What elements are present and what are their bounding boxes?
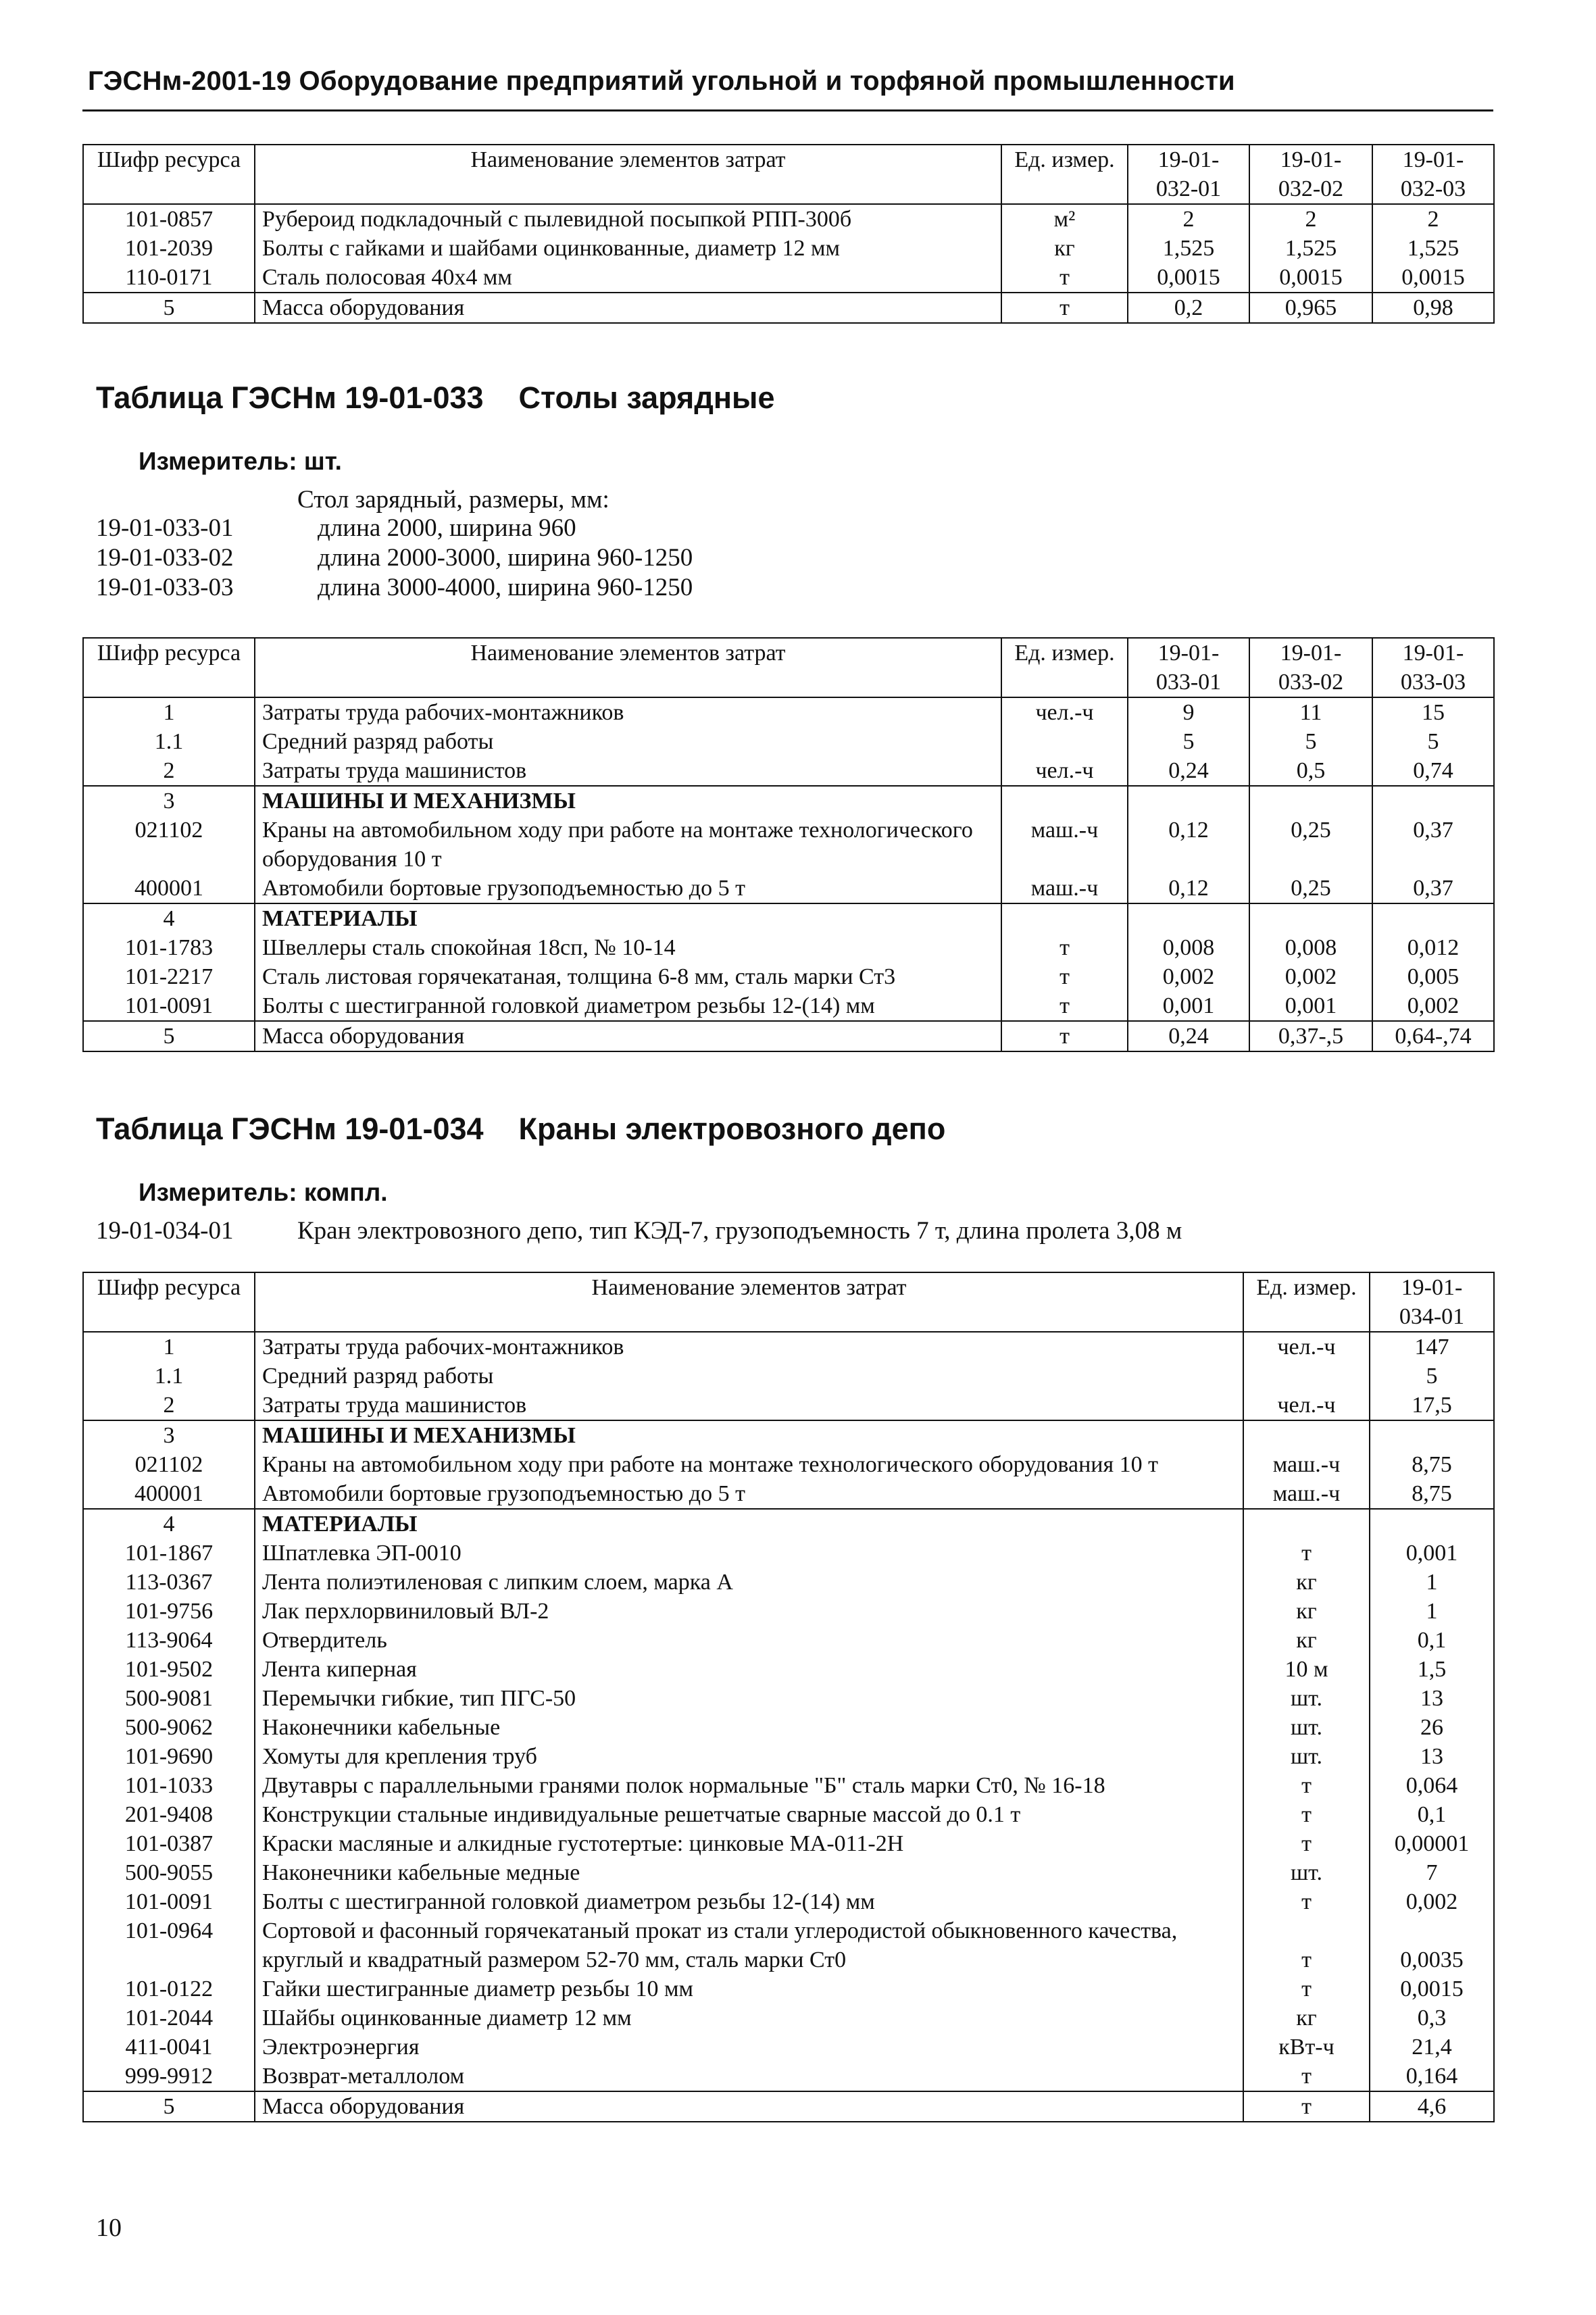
norm-value: 0,64-,74 xyxy=(1372,1021,1494,1051)
unit: шт. xyxy=(1243,1858,1370,1887)
norm-value: 0,0015 xyxy=(1249,263,1372,293)
norm-value xyxy=(1249,786,1372,816)
cost-item-name: Швеллеры сталь спокойная 18сп, № 10-14 xyxy=(255,933,1001,962)
unit: т xyxy=(1001,293,1128,323)
unit: чел.-ч xyxy=(1243,1391,1370,1420)
col-header-norm: 19-01- 034-01 xyxy=(1370,1272,1494,1332)
cost-item-name: Болты с шестигранной головкой диаметром резьбы 12-(14) мм xyxy=(255,991,1001,1021)
unit: т xyxy=(1243,1974,1370,2003)
norm-value: 0,965 xyxy=(1249,293,1372,323)
table-row xyxy=(83,1626,1494,1655)
cost-item-name: Лента полиэтиленовая с липким слоем, марка А xyxy=(255,1568,1243,1597)
norm-value: 5 xyxy=(1128,727,1249,756)
norm-value: 0,98 xyxy=(1372,293,1494,323)
variant-code: 19-01-033-01 xyxy=(96,514,234,542)
table-title-name: Столы зарядные xyxy=(518,380,775,415)
norm-value: 0,12 xyxy=(1128,874,1249,903)
variant-text: длина 2000, ширина 960 xyxy=(318,514,576,542)
norm-value: 0,008 xyxy=(1249,933,1372,962)
norm-value: 0,0015 xyxy=(1370,1974,1494,2003)
norm-value: 0,0035 xyxy=(1370,1916,1494,1974)
norm-value: 4,6 xyxy=(1370,2091,1494,2122)
table-row xyxy=(83,1597,1494,1626)
table-row xyxy=(83,1332,1494,1362)
table-row xyxy=(83,204,1494,234)
resource-code: 1.1 xyxy=(83,727,255,756)
norm-value: 1,5 xyxy=(1370,1655,1494,1684)
unit: т xyxy=(1243,1771,1370,1800)
norm-value: 0,24 xyxy=(1128,756,1249,786)
section-heading: МАШИНЫ И МЕХАНИЗМЫ xyxy=(255,1420,1243,1450)
table-row xyxy=(83,1800,1494,1829)
unit: маш.-ч xyxy=(1001,816,1128,874)
table-row xyxy=(83,2062,1494,2091)
cost-item-name: Рубероид подкладочный с пылевидной посыпкой РПП-300б xyxy=(255,204,1001,234)
resource-code: 101-1783 xyxy=(83,933,255,962)
col-header-norm: 19-01- 033-02 xyxy=(1249,638,1372,697)
norm-value: 0,12 xyxy=(1128,816,1249,874)
resource-code: 101-9756 xyxy=(83,1597,255,1626)
resource-code: 101-2044 xyxy=(83,2003,255,2033)
table-title-name: Краны электровозного депо xyxy=(518,1112,946,1146)
unit: 10 м xyxy=(1243,1655,1370,1684)
cost-item-name: Краны на автомобильном ходу при работе на монтаже технологического оборудования 10 т xyxy=(255,1450,1243,1479)
table-title-code: Таблица ГЭСНм 19-01-034 xyxy=(96,1112,484,1146)
resource-code: 101-0122 xyxy=(83,1974,255,2003)
resource-code: 500-9055 xyxy=(83,1858,255,1887)
norm-value: 0,1 xyxy=(1370,1626,1494,1655)
unit: кг xyxy=(1243,1626,1370,1655)
norm-value: 0,0015 xyxy=(1372,263,1494,293)
unit: т xyxy=(1001,933,1128,962)
resource-code: 5 xyxy=(83,293,255,323)
table-row xyxy=(83,727,1494,756)
resource-code: 411-0041 xyxy=(83,2033,255,2062)
unit: т xyxy=(1243,1829,1370,1858)
cost-item-name: Лак перхлорвиниловый ВЛ-2 xyxy=(255,1597,1243,1626)
table-row-section xyxy=(83,1420,1494,1450)
norm-value: 147 xyxy=(1370,1332,1494,1362)
norm-value: 0,0015 xyxy=(1128,263,1249,293)
cost-item-name: Автомобили бортовые грузоподъемностью до 5 т xyxy=(255,874,1001,903)
resource-code: 113-9064 xyxy=(83,1626,255,1655)
variants-intro: Стол зарядный, размеры, мм: xyxy=(297,486,609,514)
norm-value: 0,25 xyxy=(1249,816,1372,874)
resource-code: 101-0964 xyxy=(83,1916,255,1974)
col-header-norm: 19-01- 033-03 xyxy=(1372,638,1494,697)
resource-code: 4 xyxy=(83,1509,255,1539)
table-title-code: Таблица ГЭСНм 19-01-033 xyxy=(96,380,484,415)
resource-code: 3 xyxy=(83,786,255,816)
table-row xyxy=(83,933,1494,962)
table-row xyxy=(83,2003,1494,2033)
norm-value: 0,001 xyxy=(1370,1539,1494,1568)
norm-value: 0,064 xyxy=(1370,1771,1494,1800)
norm-value: 26 xyxy=(1370,1713,1494,1742)
resource-code: 101-1033 xyxy=(83,1771,255,1800)
col-header-norm: 19-01- 033-01 xyxy=(1128,638,1249,697)
unit: т xyxy=(1243,1800,1370,1829)
table-row xyxy=(83,874,1494,903)
norm-value: 9 xyxy=(1128,697,1249,727)
variant-code: 19-01-033-02 xyxy=(96,544,234,572)
norm-value: 8,75 xyxy=(1370,1450,1494,1479)
norm-value: 8,75 xyxy=(1370,1479,1494,1509)
unit xyxy=(1001,903,1128,933)
col-header-name: Наименование элементов затрат xyxy=(255,638,1001,697)
table-row xyxy=(83,1684,1494,1713)
norm-value: 5 xyxy=(1249,727,1372,756)
unit: чел.-ч xyxy=(1001,756,1128,786)
resource-code: 201-9408 xyxy=(83,1800,255,1829)
resource-code: 2 xyxy=(83,1391,255,1420)
cost-item-name: Масса оборудования xyxy=(255,293,1001,323)
unit: т xyxy=(1243,2091,1370,2122)
norm-value: 0,25 xyxy=(1249,874,1372,903)
norm-value xyxy=(1372,903,1494,933)
variant-code: 19-01-033-03 xyxy=(96,574,234,601)
cost-item-name: Сталь листовая горячекатаная, толщина 6-8 мм, сталь марки Ст3 xyxy=(255,962,1001,991)
unit: м² xyxy=(1001,204,1128,234)
norm-value xyxy=(1249,903,1372,933)
table-row xyxy=(83,1742,1494,1771)
section-heading: МАТЕРИАЛЫ xyxy=(255,1509,1243,1539)
unit xyxy=(1243,1420,1370,1450)
resource-code: 5 xyxy=(83,1021,255,1051)
norm-value: 0,012 xyxy=(1372,933,1494,962)
norm-value: 5 xyxy=(1372,727,1494,756)
unit: шт. xyxy=(1243,1742,1370,1771)
norm-value: 13 xyxy=(1370,1684,1494,1713)
cost-item-name: Краны на автомобильном ходу при работе на монтаже технологического оборудования 10 т xyxy=(255,816,1001,874)
resource-code: 5 xyxy=(83,2091,255,2122)
variant-text: Кран электровозного депо, тип КЭД-7, грузоподъемность 7 т, длина пролета 3,08 м xyxy=(297,1217,1182,1245)
cost-item-name: Шпатлевка ЭП-0010 xyxy=(255,1539,1243,1568)
norm-value: 1,525 xyxy=(1249,234,1372,263)
unit: кг xyxy=(1243,2003,1370,2033)
cost-item-name: Шайбы оцинкованные диаметр 12 мм xyxy=(255,2003,1243,2033)
running-header: ГЭСНм-2001-19 Оборудование предприятий угольной и торфяной промышленности xyxy=(88,66,1235,96)
col-header-unit: Ед. измер. xyxy=(1001,638,1128,697)
resource-code: 1 xyxy=(83,1332,255,1362)
unit: т xyxy=(1243,1539,1370,1568)
unit xyxy=(1001,727,1128,756)
norm-value: 7 xyxy=(1370,1858,1494,1887)
table-row xyxy=(83,2033,1494,2062)
norm-value: 0,164 xyxy=(1370,2062,1494,2091)
norm-value: 11 xyxy=(1249,697,1372,727)
resource-code: 110-0171 xyxy=(83,263,255,293)
cost-item-name: Отвердитель xyxy=(255,1626,1243,1655)
cost-item-name: Двутавры с параллельными гранями полок нормальные "Б" сталь марки Ст0, № 16-18 xyxy=(255,1771,1243,1800)
table-row xyxy=(83,697,1494,727)
cost-item-name: Затраты труда машинистов xyxy=(255,1391,1243,1420)
norm-value: 0,002 xyxy=(1372,991,1494,1021)
cost-item-name: Автомобили бортовые грузоподъемностью до 5 т xyxy=(255,1479,1243,1509)
resource-code: 101-1867 xyxy=(83,1539,255,1568)
cost-item-name: Гайки шестигранные диаметр резьбы 10 мм xyxy=(255,1974,1243,2003)
variant-text: длина 2000-3000, ширина 960-1250 xyxy=(318,544,693,572)
unit: чел.-ч xyxy=(1243,1332,1370,1362)
norm-value: 0,002 xyxy=(1128,962,1249,991)
norm-value: 1,525 xyxy=(1372,234,1494,263)
table-034 xyxy=(82,1272,1495,2122)
table-033-meter: Измеритель: шт. xyxy=(139,447,342,475)
cost-item-name: Масса оборудования xyxy=(255,1021,1001,1051)
resource-code: 2 xyxy=(83,756,255,786)
resource-code: 4 xyxy=(83,903,255,933)
cost-item-name: Затраты труда рабочих-монтажников xyxy=(255,1332,1243,1362)
norm-value: 0,005 xyxy=(1372,962,1494,991)
norm-value: 21,4 xyxy=(1370,2033,1494,2062)
col-header-norm: 19-01- 032-01 xyxy=(1128,145,1249,204)
table-row xyxy=(83,1391,1494,1420)
resource-code: 500-9062 xyxy=(83,1713,255,1742)
norm-value: 0,24 xyxy=(1128,1021,1249,1051)
resource-code: 021102 xyxy=(83,816,255,874)
unit: кг xyxy=(1243,1597,1370,1626)
norm-value: 0,2 xyxy=(1128,293,1249,323)
resource-code: 101-2039 xyxy=(83,234,255,263)
norm-value xyxy=(1372,786,1494,816)
table-row xyxy=(83,1655,1494,1684)
resource-code: 101-0387 xyxy=(83,1829,255,1858)
resource-code: 101-9502 xyxy=(83,1655,255,1684)
section-heading: МАТЕРИАЛЫ xyxy=(255,903,1001,933)
cost-item-name: Электроэнергия xyxy=(255,2033,1243,2062)
resource-code: 999-9912 xyxy=(83,2062,255,2091)
table-033 xyxy=(82,637,1495,1052)
norm-value: 2 xyxy=(1128,204,1249,234)
table-row-total xyxy=(83,1021,1494,1051)
unit: т xyxy=(1243,2062,1370,2091)
cost-item-name: Возврат-металлолом xyxy=(255,2062,1243,2091)
resource-code: 101-2217 xyxy=(83,962,255,991)
table-row xyxy=(83,1539,1494,1568)
cost-item-name: Средний разряд работы xyxy=(255,1362,1243,1391)
resource-code: 3 xyxy=(83,1420,255,1450)
resource-code: 400001 xyxy=(83,874,255,903)
norm-value: 0,1 xyxy=(1370,1800,1494,1829)
norm-value xyxy=(1128,786,1249,816)
unit: т xyxy=(1001,991,1128,1021)
resource-code: 500-9081 xyxy=(83,1684,255,1713)
cost-item-name: Затраты труда рабочих-монтажников xyxy=(255,697,1001,727)
norm-value: 0,001 xyxy=(1128,991,1249,1021)
norm-value: 1 xyxy=(1370,1597,1494,1626)
unit: шт. xyxy=(1243,1684,1370,1713)
unit: шт. xyxy=(1243,1713,1370,1742)
col-header-code: Шифр ресурса xyxy=(83,145,255,204)
norm-value: 17,5 xyxy=(1370,1391,1494,1420)
resource-code: 101-0857 xyxy=(83,204,255,234)
norm-value: 2 xyxy=(1372,204,1494,234)
cost-item-name: Сортовой и фасонный горячекатаный прокат из стали углеродистой обыкновенного качества, круглый и квадратный размером 52-70 мм, сталь марки Ст0 xyxy=(255,1916,1243,1974)
cost-item-name: Наконечники кабельные медные xyxy=(255,1858,1243,1887)
table-row-section xyxy=(83,786,1494,816)
cost-item-name: Конструкции стальные индивидуальные решетчатые сварные массой до 0.1 т xyxy=(255,1800,1243,1829)
col-header-name: Наименование элементов затрат xyxy=(255,145,1001,204)
norm-value: 0,37 xyxy=(1372,816,1494,874)
unit: маш.-ч xyxy=(1243,1479,1370,1509)
cost-item-name: Лента киперная xyxy=(255,1655,1243,1684)
norm-value: 0,008 xyxy=(1128,933,1249,962)
unit: кг xyxy=(1001,234,1128,263)
header-rule xyxy=(82,109,1493,111)
table-row xyxy=(83,1771,1494,1800)
norm-value: 5 xyxy=(1370,1362,1494,1391)
col-header-code: Шифр ресурса xyxy=(83,638,255,697)
norm-value: 0,74 xyxy=(1372,756,1494,786)
table-row xyxy=(83,1479,1494,1509)
table-032 xyxy=(82,144,1495,324)
table-034-meter: Измеритель: компл. xyxy=(139,1178,388,1206)
unit: маш.-ч xyxy=(1243,1450,1370,1479)
unit xyxy=(1243,1509,1370,1539)
norm-value: 13 xyxy=(1370,1742,1494,1771)
unit xyxy=(1001,786,1128,816)
norm-value: 15 xyxy=(1372,697,1494,727)
col-header-code: Шифр ресурса xyxy=(83,1272,255,1332)
unit: т xyxy=(1001,962,1128,991)
variant-code: 19-01-034-01 xyxy=(96,1217,234,1245)
table-row xyxy=(83,816,1494,874)
table-row-section xyxy=(83,903,1494,933)
table-row xyxy=(83,962,1494,991)
col-header-name: Наименование элементов затрат xyxy=(255,1272,1243,1332)
cost-item-name: Хомуты для крепления труб xyxy=(255,1742,1243,1771)
norm-value: 0,001 xyxy=(1249,991,1372,1021)
table-row xyxy=(83,1887,1494,1916)
unit: чел.-ч xyxy=(1001,697,1128,727)
table-row xyxy=(83,263,1494,293)
table-row xyxy=(83,756,1494,786)
resource-code: 101-0091 xyxy=(83,1887,255,1916)
table-row xyxy=(83,1568,1494,1597)
table-034-title xyxy=(96,1112,945,1147)
norm-value: 0,002 xyxy=(1249,962,1372,991)
resource-code: 1.1 xyxy=(83,1362,255,1391)
variant-text: длина 3000-4000, ширина 960-1250 xyxy=(318,574,693,601)
table-row xyxy=(83,234,1494,263)
resource-code: 101-0091 xyxy=(83,991,255,1021)
table-row xyxy=(83,1858,1494,1887)
resource-code: 1 xyxy=(83,697,255,727)
cost-item-name: Средний разряд работы xyxy=(255,727,1001,756)
norm-value xyxy=(1370,1420,1494,1450)
unit: кВт-ч xyxy=(1243,2033,1370,2062)
section-heading: МАШИНЫ И МЕХАНИЗМЫ xyxy=(255,786,1001,816)
table-row xyxy=(83,1916,1494,1974)
norm-value xyxy=(1128,903,1249,933)
col-header-unit: Ед. измер. xyxy=(1001,145,1128,204)
cost-item-name: Сталь полосовая 40х4 мм xyxy=(255,263,1001,293)
unit: кг xyxy=(1243,1568,1370,1597)
col-header-norm: 19-01- 032-02 xyxy=(1249,145,1372,204)
resource-code: 400001 xyxy=(83,1479,255,1509)
page-number: 10 xyxy=(96,2214,122,2242)
unit: т xyxy=(1001,263,1128,293)
table-row-total xyxy=(83,293,1494,323)
unit: маш.-ч xyxy=(1001,874,1128,903)
norm-value: 0,00001 xyxy=(1370,1829,1494,1858)
resource-code: 113-0367 xyxy=(83,1568,255,1597)
table-033-title xyxy=(96,380,775,416)
table-row xyxy=(83,1362,1494,1391)
norm-value: 0,002 xyxy=(1370,1887,1494,1916)
norm-value: 2 xyxy=(1249,204,1372,234)
norm-value: 0,3 xyxy=(1370,2003,1494,2033)
norm-value: 0,5 xyxy=(1249,756,1372,786)
table-row xyxy=(83,1974,1494,2003)
unit xyxy=(1243,1362,1370,1391)
table-row-total xyxy=(83,2091,1494,2122)
cost-item-name: Болты с шестигранной головкой диаметром резьбы 12-(14) мм xyxy=(255,1887,1243,1916)
unit: т xyxy=(1243,1916,1370,1974)
norm-value: 0,37-,5 xyxy=(1249,1021,1372,1051)
col-header-unit: Ед. измер. xyxy=(1243,1272,1370,1332)
col-header-norm: 19-01- 032-03 xyxy=(1372,145,1494,204)
cost-item-name: Болты с гайками и шайбами оцинкованные, диаметр 12 мм xyxy=(255,234,1001,263)
unit: т xyxy=(1001,1021,1128,1051)
norm-value xyxy=(1370,1509,1494,1539)
cost-item-name: Масса оборудования xyxy=(255,2091,1243,2122)
resource-code: 021102 xyxy=(83,1450,255,1479)
norm-value: 1 xyxy=(1370,1568,1494,1597)
table-row xyxy=(83,1713,1494,1742)
table-row xyxy=(83,1829,1494,1858)
cost-item-name: Перемычки гибкие, тип ПГС-50 xyxy=(255,1684,1243,1713)
cost-item-name: Затраты труда машинистов xyxy=(255,756,1001,786)
cost-item-name: Наконечники кабельные xyxy=(255,1713,1243,1742)
table-row xyxy=(83,1450,1494,1479)
norm-value: 1,525 xyxy=(1128,234,1249,263)
table-row-section xyxy=(83,1509,1494,1539)
table-row xyxy=(83,991,1494,1021)
resource-code: 101-9690 xyxy=(83,1742,255,1771)
cost-item-name: Краски масляные и алкидные густотертые: цинковые МА-011-2Н xyxy=(255,1829,1243,1858)
unit: т xyxy=(1243,1887,1370,1916)
norm-value: 0,37 xyxy=(1372,874,1494,903)
